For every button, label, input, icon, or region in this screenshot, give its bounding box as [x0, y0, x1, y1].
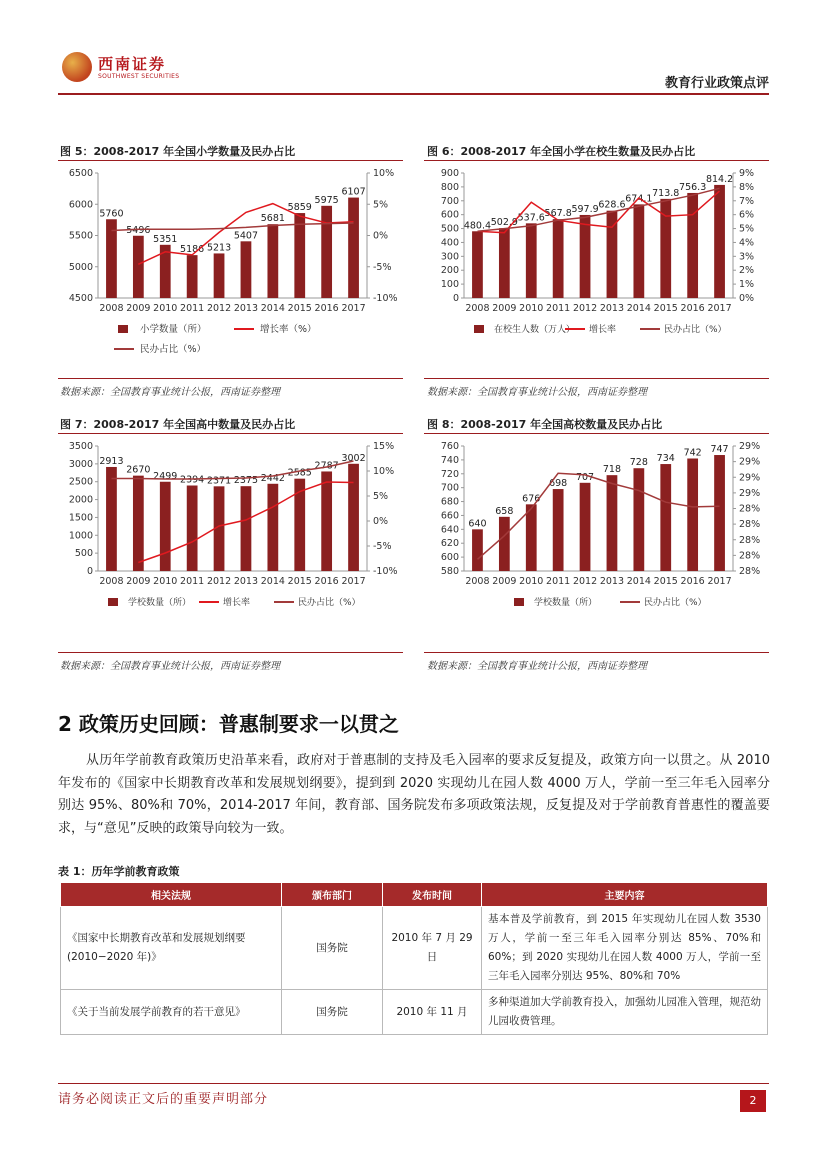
y-tick-label: 640 — [440, 524, 459, 536]
bar — [160, 482, 171, 571]
bar — [321, 206, 332, 298]
y-tick-label: 800 — [440, 181, 459, 193]
data-label: 707 — [575, 471, 595, 483]
bar — [499, 228, 510, 298]
bar — [660, 464, 671, 571]
column-header: 相关法规 — [61, 883, 282, 907]
x-tick-label: 2010 — [153, 303, 178, 314]
y-tick-label: 500 — [440, 223, 459, 235]
x-tick-label: 2009 — [126, 576, 151, 587]
bar — [633, 468, 644, 571]
table-row — [61, 990, 768, 1035]
y2-tick-label: 0% — [373, 230, 389, 242]
table-cell-department: 国务院 — [282, 907, 383, 990]
data-label: 6107 — [341, 186, 366, 198]
y2-tick-label: 10% — [373, 466, 395, 477]
data-label: 5760 — [99, 208, 124, 220]
bar — [714, 185, 725, 298]
data-label: 814.2 — [705, 173, 734, 185]
y2-tick-label: 1% — [739, 279, 755, 291]
y-tick-label: 760 — [440, 441, 459, 452]
legend-label: 在校生人数（万人） — [494, 325, 576, 335]
data-label: 5213 — [206, 242, 232, 254]
table-cell-law: 《关于当前发展学前教育的若干意见》 — [61, 990, 282, 1035]
data-label: 5186 — [180, 244, 205, 256]
y2-tick-label: 5% — [739, 223, 755, 235]
figure-5-source-line — [58, 378, 403, 379]
data-label: 713.8 — [652, 187, 680, 199]
figure-5-title-line — [58, 160, 403, 161]
legend-swatch — [474, 325, 484, 333]
figure-7-title-line — [58, 433, 403, 434]
table-header-row — [61, 883, 768, 907]
bar — [472, 529, 483, 571]
legend-label: 民办占比（%） — [664, 325, 727, 335]
legend-label: 小学数量（所） — [140, 324, 207, 335]
figure-6-source: 数据来源：全国教育事业统计公报，西南证券整理 — [427, 387, 647, 398]
data-label: 2442 — [260, 472, 285, 484]
company-logo — [62, 52, 182, 86]
report-title: 教育行业政策点评 — [664, 76, 769, 91]
figure-8-source: 数据来源：全国教育事业统计公报，西南证券整理 — [427, 661, 647, 672]
figure-6-source-line — [424, 378, 769, 379]
x-tick-label: 2012 — [206, 576, 232, 587]
legend-swatch — [514, 598, 524, 606]
x-tick-label: 2014 — [626, 576, 651, 587]
bar — [267, 224, 278, 298]
bar — [106, 467, 117, 571]
data-label: 628.6 — [598, 199, 626, 211]
x-tick-label: 2017 — [341, 576, 366, 587]
data-label: 742 — [683, 447, 702, 459]
data-label: 502.9 — [490, 217, 518, 229]
bar — [187, 255, 198, 298]
data-label: 2394 — [180, 474, 205, 486]
bar — [348, 198, 359, 298]
table-title: 表 1：历年学前教育政策 — [58, 865, 180, 878]
data-label: 698 — [549, 478, 568, 490]
legend-label: 增长率（%） — [260, 324, 317, 335]
y-tick-label: 500 — [74, 548, 93, 560]
bar — [241, 241, 252, 298]
data-label: 658 — [495, 505, 514, 517]
y2-tick-label: 28% — [739, 503, 761, 515]
logo-subtitle: SOUTHWEST SECURITIES — [98, 73, 180, 80]
bar — [687, 193, 698, 298]
y2-tick-label: 5% — [373, 199, 389, 211]
bar — [294, 213, 305, 298]
table-cell-content: 基本普及学前教育，到 2015 年实现幼儿在园人数 3530 万人，学前一至三年毛入园率分别达 85%、70%和 60%；到 2020 实现幼儿在园人数 4000 万人，学前一至三年毛入园率分别达 95%、80%和 70% — [482, 907, 768, 990]
x-tick-label: 2011 — [546, 303, 571, 314]
footer-divider — [58, 1083, 769, 1084]
x-tick-label: 2009 — [492, 576, 517, 587]
y2-tick-label: 29% — [739, 487, 761, 499]
chart-figure-6 — [424, 163, 769, 375]
x-tick-label: 2016 — [314, 576, 339, 587]
chart-figure-5 — [58, 163, 403, 375]
y-tick-label: 3500 — [68, 441, 93, 452]
section-paragraph: 从历年学前教育政策历史沿革来看，政府对于普惠制的支持及毛入园率的要求反复提及，政策方向一以贯之。从 2010 年发布的《国家中长期教育改革和发展规划纲要》，提到到 2020 实现幼儿在园人数 4000 万人，学前一至三年毛入园率分别达 95%、80%和 70%，2014-2017 年间，教育部、国务院发布多项政策法规，反复提及对于学前教育普惠性的覆盖要求，与“意见”反映的政策导向较为一致。 — [58, 753, 770, 836]
bar — [294, 479, 305, 571]
y2-tick-label: 28% — [739, 519, 761, 531]
y-tick-label: 5500 — [68, 230, 93, 242]
figure-5-source: 数据来源：全国教育事业统计公报，西南证券整理 — [60, 387, 280, 398]
data-label: 5496 — [126, 224, 151, 236]
x-tick-label: 2016 — [680, 576, 705, 587]
data-label: 674.1 — [625, 193, 653, 205]
y2-tick-label: 7% — [739, 195, 755, 207]
data-label: 718 — [602, 464, 622, 476]
bar — [267, 484, 278, 571]
data-label: 2787 — [314, 460, 339, 472]
bar — [633, 204, 644, 298]
bar — [714, 455, 725, 571]
x-tick-label: 2012 — [572, 576, 598, 587]
y-tick-label: 0 — [86, 566, 93, 577]
y-tick-label: 2000 — [68, 494, 93, 506]
legend-label: 民办占比（%） — [298, 598, 361, 608]
x-tick-label: 2017 — [341, 303, 366, 314]
y2-tick-label: 2% — [739, 265, 755, 277]
y2-tick-label: 4% — [739, 237, 755, 249]
y2-tick-label: 5% — [373, 491, 389, 502]
x-tick-label: 2013 — [233, 303, 259, 314]
table-cell-department: 国务院 — [282, 990, 383, 1035]
data-label: 728 — [629, 457, 648, 469]
y2-tick-label: -10% — [373, 566, 398, 577]
y2-tick-label: 29% — [739, 441, 761, 452]
x-tick-label: 2015 — [653, 576, 678, 587]
y-tick-label: 600 — [440, 209, 459, 221]
y-tick-label: 5000 — [68, 261, 93, 273]
y-tick-label: 200 — [440, 265, 459, 277]
bar — [526, 223, 537, 298]
y-tick-label: 3000 — [68, 458, 93, 470]
data-label: 567.8 — [544, 208, 572, 220]
figure-8-title: 图 8：2008-2017 年全国高校数量及民办占比 — [427, 418, 663, 431]
table-cell-content: 多种渠道加大学前教育投入，加强幼儿园准入管理，规范幼儿园收费管理。 — [482, 990, 768, 1035]
x-tick-label: 2012 — [206, 303, 232, 314]
legend-label: 增长率 — [589, 325, 617, 335]
y2-tick-label: 29% — [739, 456, 761, 468]
figure-6-title: 图 6：2008-2017 年全国小学在校生数量及民办占比 — [427, 145, 696, 158]
y2-tick-label: 28% — [739, 534, 761, 546]
y-tick-label: 2500 — [68, 476, 93, 488]
x-tick-label: 2015 — [287, 303, 312, 314]
figure-7-source-line — [58, 652, 403, 653]
legend-label: 民办占比（%） — [140, 344, 207, 355]
legend-label: 学校数量（所） — [128, 598, 192, 608]
x-tick-label: 2013 — [599, 303, 625, 314]
y-tick-label: 620 — [440, 538, 459, 550]
x-tick-label: 2010 — [519, 576, 544, 587]
legend-label: 增长率 — [223, 598, 251, 608]
data-label: 597.9 — [571, 203, 599, 215]
figure-8-title-line — [424, 433, 769, 434]
section-title: 2 政策历史回顾：普惠制要求一以贯之 — [58, 712, 399, 736]
y-tick-label: 700 — [440, 482, 459, 494]
table-cell-law: 《国家中长期教育改革和发展规划纲要(2010−2020 年)》 — [61, 907, 282, 990]
y2-tick-label: 9% — [739, 168, 755, 179]
x-tick-label: 2008 — [99, 303, 124, 314]
data-label: 2913 — [99, 455, 124, 467]
x-tick-label: 2016 — [314, 303, 339, 314]
bar — [214, 253, 225, 298]
bar — [133, 236, 144, 298]
data-label: 537.6 — [517, 212, 545, 224]
data-label: 3002 — [341, 452, 366, 464]
bar — [348, 464, 359, 571]
y-tick-label: 100 — [440, 279, 459, 291]
chart-figure-7 — [58, 436, 403, 648]
data-label: 2371 — [206, 475, 232, 487]
bar — [133, 476, 144, 571]
figure-7-title: 图 7：2008-2017 年全国高中数量及民办占比 — [60, 418, 296, 431]
y-tick-label: 6500 — [68, 168, 93, 179]
y-tick-label: 400 — [440, 237, 459, 249]
y2-tick-label: 28% — [739, 566, 761, 577]
page-number: 2 — [740, 1090, 766, 1112]
data-label: 5859 — [287, 202, 312, 214]
x-tick-label: 2017 — [707, 303, 732, 314]
y2-tick-label: 28% — [739, 550, 761, 562]
x-tick-label: 2010 — [153, 576, 178, 587]
bar — [321, 471, 332, 571]
y-tick-label: 1500 — [68, 512, 93, 524]
y-tick-label: 300 — [440, 251, 459, 263]
y2-tick-label: -5% — [373, 541, 392, 552]
legend-label: 学校数量（所） — [534, 598, 598, 608]
figure-7-source: 数据来源：全国教育事业统计公报，西南证券整理 — [60, 661, 280, 672]
bar — [607, 475, 618, 571]
legend-label: 民办占比（%） — [644, 598, 707, 608]
data-label: 480.4 — [463, 220, 492, 232]
y2-tick-label: 0% — [373, 516, 389, 527]
x-tick-label: 2008 — [99, 576, 124, 587]
y-tick-label: 900 — [440, 168, 459, 179]
bar — [187, 486, 198, 572]
bar — [553, 489, 564, 571]
y-tick-label: 0 — [452, 293, 459, 304]
x-tick-label: 2013 — [233, 576, 259, 587]
x-tick-label: 2014 — [260, 576, 285, 587]
chart-figure-8 — [424, 436, 769, 648]
bar — [472, 231, 483, 298]
data-label: 640 — [468, 518, 487, 530]
data-label: 2499 — [153, 470, 178, 482]
x-tick-label: 2015 — [287, 576, 312, 587]
x-tick-label: 2014 — [626, 303, 651, 314]
data-label: 5407 — [233, 230, 259, 242]
bar — [580, 483, 591, 571]
y2-tick-label: 29% — [739, 472, 761, 484]
bar — [580, 215, 591, 298]
bar — [499, 517, 510, 571]
data-label: 676 — [522, 493, 541, 505]
y-tick-label: 740 — [440, 454, 459, 466]
data-label: 5351 — [153, 233, 178, 245]
figure-6-title-line — [424, 160, 769, 161]
y-tick-label: 580 — [440, 566, 459, 577]
y-tick-label: 720 — [440, 468, 459, 480]
series-line — [478, 473, 720, 559]
y2-tick-label: 15% — [373, 441, 395, 452]
x-tick-label: 2009 — [126, 303, 151, 314]
data-label: 2670 — [126, 464, 151, 476]
table-cell-date: 2010 年 7 月 29 日 — [383, 907, 482, 990]
column-header: 颁布部门 — [282, 883, 383, 907]
y2-tick-label: 10% — [373, 168, 395, 179]
footer-disclaimer: 请务必阅读正文后的重要声明部分 — [58, 1092, 269, 1107]
x-tick-label: 2011 — [546, 576, 571, 587]
bar — [687, 459, 698, 572]
x-tick-label: 2012 — [572, 303, 598, 314]
y2-tick-label: 0% — [739, 293, 755, 304]
y-tick-label: 6000 — [68, 199, 93, 211]
data-label: 5681 — [260, 213, 285, 225]
table-row — [61, 907, 768, 990]
x-tick-label: 2013 — [599, 576, 625, 587]
y2-tick-label: 6% — [739, 209, 755, 221]
x-tick-label: 2009 — [492, 303, 517, 314]
x-tick-label: 2017 — [707, 576, 732, 587]
policy-table — [60, 882, 768, 1035]
data-label: 5975 — [314, 194, 339, 206]
column-header: 发布时间 — [383, 883, 482, 907]
y-tick-label: 1000 — [68, 530, 93, 542]
y2-tick-label: -5% — [373, 261, 392, 273]
data-label: 747 — [710, 444, 729, 456]
x-tick-label: 2008 — [465, 303, 490, 314]
x-tick-label: 2015 — [653, 303, 678, 314]
header-divider — [58, 93, 769, 95]
data-label: 734 — [656, 453, 675, 465]
y-tick-label: 700 — [440, 195, 459, 207]
y2-tick-label: -10% — [373, 293, 398, 304]
logo-name: 西南证券 — [98, 55, 167, 73]
data-label: 2375 — [233, 475, 259, 487]
x-tick-label: 2016 — [680, 303, 705, 314]
data-label: 2585 — [287, 467, 312, 479]
x-tick-label: 2010 — [519, 303, 544, 314]
y2-tick-label: 3% — [739, 251, 755, 263]
y2-tick-label: 8% — [739, 181, 755, 193]
y-tick-label: 680 — [440, 496, 459, 508]
x-tick-label: 2011 — [180, 303, 205, 314]
column-header: 主要内容 — [482, 883, 768, 907]
figure-8-source-line — [424, 652, 769, 653]
y-tick-label: 660 — [440, 510, 459, 522]
data-label: 756.3 — [679, 181, 707, 193]
bar — [241, 486, 252, 571]
x-tick-label: 2014 — [260, 303, 285, 314]
legend-swatch — [108, 598, 118, 606]
figure-5-title: 图 5：2008-2017 年全国小学数量及民办占比 — [60, 145, 296, 158]
table-cell-date: 2010 年 11 月 — [383, 990, 482, 1035]
bar — [553, 219, 564, 298]
x-tick-label: 2008 — [465, 576, 490, 587]
y-tick-label: 4500 — [68, 293, 93, 304]
y-tick-label: 600 — [440, 552, 459, 564]
x-tick-label: 2011 — [180, 576, 205, 587]
legend-swatch — [118, 325, 128, 333]
logo-emblem-icon — [62, 52, 92, 82]
bar — [526, 504, 537, 571]
